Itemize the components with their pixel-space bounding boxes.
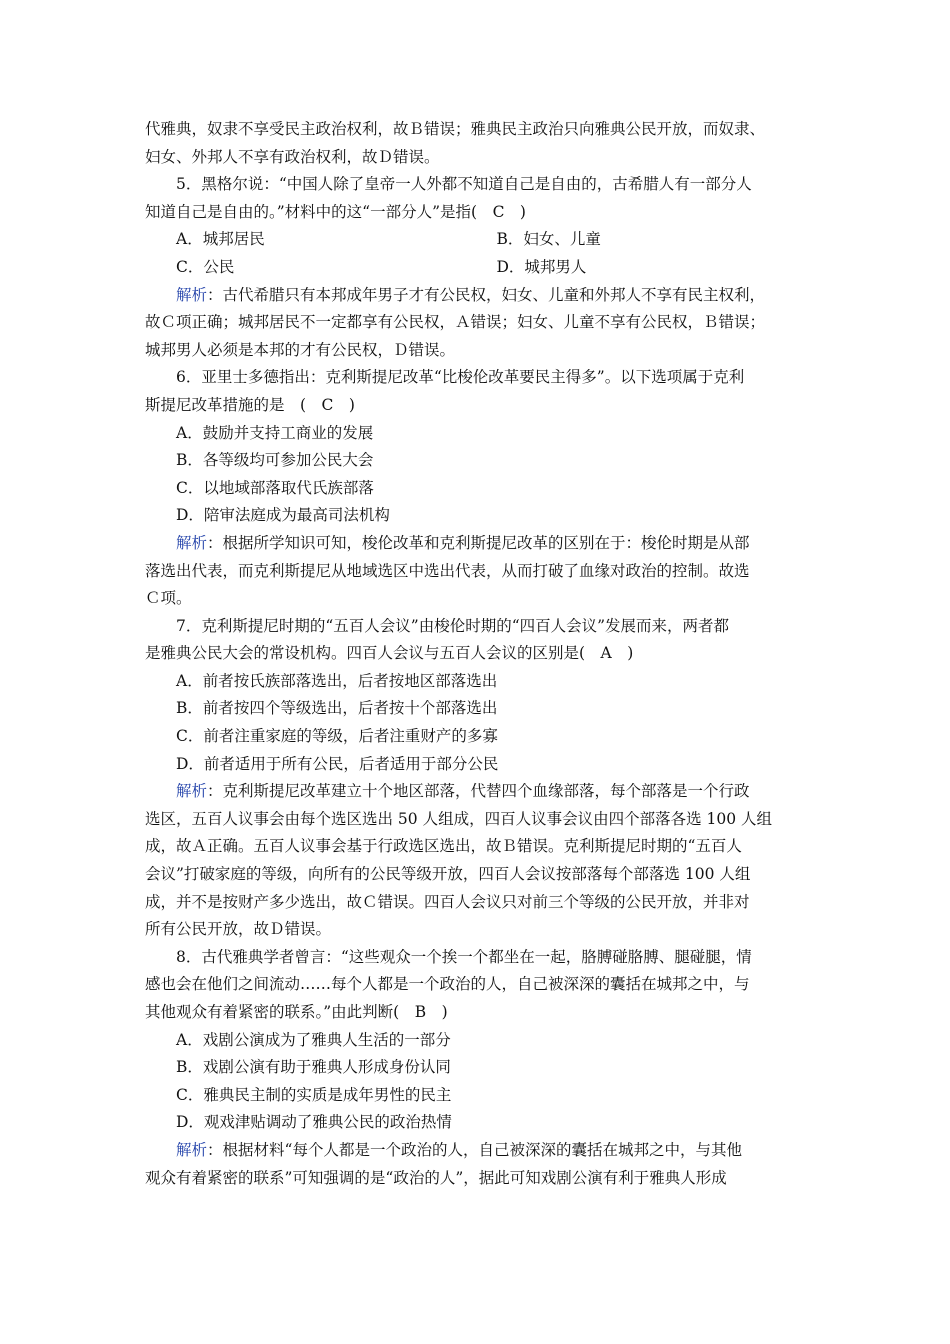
q6-explanation: 落选出代表，而克利斯提尼从地域选区中选出代表，从而打破了血缘对政治的控制。故选 [145,561,750,580]
q8-option-b: B．戏剧公演有助于雅典人形成身份认同 [176,1058,451,1077]
explanation-label: 解析 [176,533,208,552]
q6-option-b: B．各等级均可参加公民大会 [176,451,374,470]
q7-option-c: C．前者注重家庭的等级，后者注重财产的多寡 [176,727,498,746]
intro-line: 代雅典，奴隶不享受民主政治权利，故Ｂ错误；雅典民主政治只向雅典公民开放，而奴隶、 [145,120,766,138]
q5-option-d: D．城邦男人 [496,257,587,276]
explanation-label: 解析 [176,782,208,801]
q8-explanation [145,1137,817,1165]
q5-option-b: B．妇女、儿童 [496,230,601,249]
q8-explanation-text: ：根据材料“每个人都是一个政治的人，自己被深深的囊括在城邦之中，与其他 [207,1140,742,1159]
q5-explanation-text: ：古代希腊只有本邦成年男子才有公民权，妇女、儿童和外邦人不享有民主权利， [207,285,766,304]
q6-stem: 斯提尼改革措施的是 ( C ) [145,395,355,414]
q8-stem: 其他观众有着紧密的联系。”由此判断( B ) [145,1003,448,1021]
q8-option-a: A．戏剧公演成为了雅典人生活的一部分 [176,1030,451,1049]
q6-explanation: Ｃ项。 [145,589,192,608]
explanation-label: 解析 [176,285,208,304]
q7-explanation-text: ：克利斯提尼改革建立十个地区部落，代替四个血缘部落，每个部落是一个行政 [207,782,750,801]
q5-options-row [145,226,817,254]
intro-line: 妇女、外邦人不享有政治权利，故Ｄ错误。 [145,147,440,166]
q6-explanation [145,530,817,558]
q8-explanation: 观众有着紧密的联系”可知强调的是“政治的人”，据此可知戏剧公演有利于雅典人形成 [145,1168,727,1187]
q7-option-d: D．前者适用于所有公民，后者适用于部分公民 [176,754,499,773]
q7-explanation: 成，故Ａ正确。五百人议事会基于行政选区选出，故Ｂ错误。克利斯提尼时期的“五百人 [145,837,742,856]
q7-explanation: 所有公民开放，故Ｄ错误。 [145,920,332,939]
q7-explanation: 会议”打破家庭的等级，向所有的公民等级开放，四百人会议按部落每个部落选 100 人组 [145,865,751,884]
q8-stem: 感也会在他们之间流动……每个人都是一个政治的人，自己被深深的囊括在城邦之中，与 [145,975,750,994]
q6-option-a: A．鼓励并支持工商业的发展 [176,423,374,442]
q7-stem: 是雅典公民大会的常设机构。四百人会议与五百人会议的区别是( A ) [145,644,634,663]
q6-option-c: C．以地域部落取代氏族部落 [176,478,374,497]
q7-explanation [145,778,817,806]
q7-option-a: A．前者按氏族部落选出，后者按地区部落选出 [176,671,498,690]
q7-option-b: B．前者按四个等级选出，后者按十个部落选出 [176,699,498,718]
explanation-label: 解析 [176,1140,208,1159]
q5-stem: 5．黑格尔说：“中国人除了皇帝一人外都不知道自己是自由的，古希腊人有一部分人 [176,175,752,194]
q6-stem: 6．亚里士多德指出：克利斯提尼改革“比梭伦改革要民主得多”。以下选项属于克利 [176,368,745,387]
q5-option-a: A．城邦居民 [176,230,265,249]
q5-explanation: 城邦男人必须是本邦的才有公民权，Ｄ错误。 [145,340,456,359]
q5-explanation: 故Ｃ项正确；城邦居民不一定都享有公民权，Ａ错误；妇女、儿童不享有公民权，Ｂ错误； [145,313,766,332]
q7-stem: 7．克利斯提尼时期的“五百人会议”由梭伦时期的“四百人会议”发展而来，两者都 [176,616,730,635]
q6-option-d: D．陪审法庭成为最高司法机构 [176,506,390,525]
q5-options-row [145,254,817,282]
document-body [145,116,817,1192]
q7-explanation: 成，并不是按财产多少选出，故Ｃ错误。四百人会议只对前三个等级的公民开放，并非对 [145,892,750,911]
q5-option-c: C．公民 [176,257,235,276]
q8-option-d: D．观戏津贴调动了雅典公民的政治热情 [176,1113,452,1132]
q5-stem: 知道自己是自由的。”材料中的这“一部分人”是指( C ) [145,202,526,221]
q8-option-c: C．雅典民主制的实质是成年男性的民主 [176,1085,452,1104]
q7-explanation: 选区，五百人议事会由每个选区选出 50 人组成，四百人议事会议由四个部落各选 100 人组 [145,809,773,828]
q5-explanation [145,282,817,310]
q8-stem: 8．古代雅典学者曾言：“这些观众一个挨一个都坐在一起，胳膊碰胳膊、腿碰腿，情 [176,947,752,966]
q6-explanation-text: ：根据所学知识可知，梭伦改革和克利斯提尼改革的区别在于：梭伦时期是从部 [207,533,750,552]
